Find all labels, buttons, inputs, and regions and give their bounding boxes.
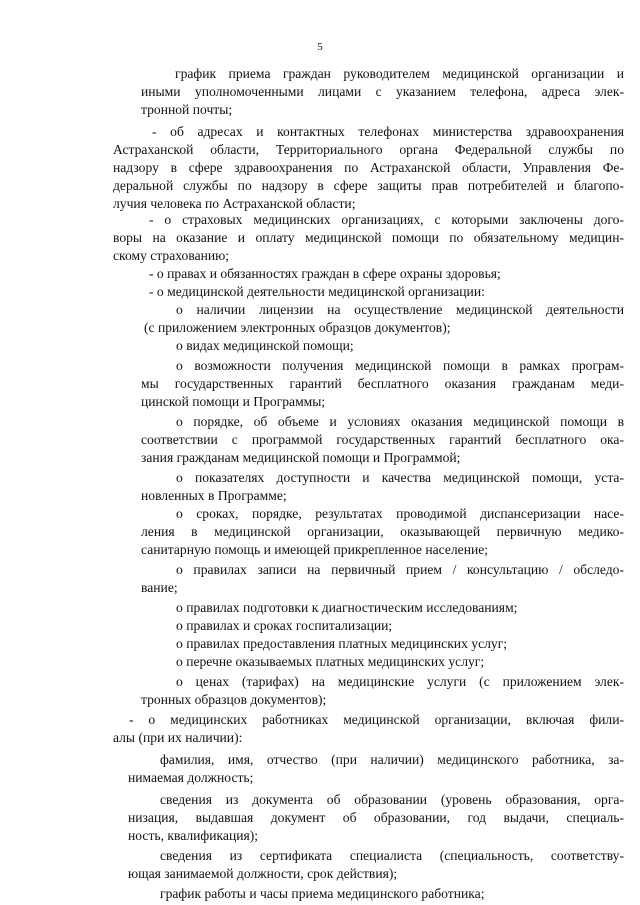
text-line: - о медицинских работниках медицинской организации, включая фили- (129, 712, 624, 727)
text-line: надзору в сфере здравоохранения по Астраханской области, Управления Фе- (113, 160, 624, 175)
text-line: нимаемая должность; (128, 770, 254, 785)
text-line: - о правах и обязанностях граждан в сфере охраны здоровья; (149, 266, 501, 281)
text-line: о порядке, об объеме и условиях оказания медицинской помощи в (176, 414, 624, 429)
text-line: санитарную помощь и имеющей прикрепленное население; (141, 542, 489, 557)
text-line: о показателях доступности и качества медицинской помощи, уста- (176, 470, 624, 485)
text-line: низация, выдавшая документ об образовании, год выдачи, специаль- (128, 810, 624, 825)
text-line: воры на оказание и оплату медицинской помощи по обязательному медицин- (113, 230, 624, 245)
text-line: ность, квалификация); (128, 828, 259, 843)
text-line: - о страховых медицинских организациях, с которыми заключены дого- (149, 212, 624, 227)
text-line: тронной почты; (141, 102, 233, 117)
text-line: скому страхованию; (113, 248, 230, 263)
text-line: алы (при их наличии): (113, 730, 243, 745)
text-line: Астраханской области, Территориального органа Федеральной службы по (113, 142, 624, 157)
text-line: о правилах записи на первичный прием / консультацию / обследо- (176, 562, 624, 577)
text-line: о ценах (тарифах) на медицинские услуги (с приложением элек- (176, 674, 624, 689)
text-line: вание; (141, 580, 178, 595)
text-line: график приема граждан руководителем медицинской организации и (175, 66, 624, 81)
text-line: цинской помощи и Программы; (141, 394, 326, 409)
text-line: о перечне оказываемых платных медицинских услуг; (176, 654, 485, 669)
text-line: новленных в Программе; (141, 488, 287, 503)
text-line: о правилах подготовки к диагностическим исследованиям; (176, 600, 518, 615)
text-line: о сроках, порядке, результатах проводимой диспансеризации насе- (176, 506, 624, 521)
text-line: - о медицинской деятельности медицинской организации: (149, 284, 485, 299)
text-line: сведения из документа об образовании (уровень образования, орга- (160, 792, 624, 807)
text-line: ления в медицинской организации, оказывающей первичную медико- (141, 524, 624, 539)
page-number: 5 (317, 41, 323, 53)
text-line: (с приложением электронных образцов документов); (144, 320, 451, 335)
text-line: деральной службы по надзору в сфере защиты прав потребителей и благопо- (113, 178, 624, 193)
text-line: о правилах предоставления платных медицинских услуг; (176, 636, 508, 651)
text-line: сведения из сертификата специалиста (специальность, соответству- (160, 848, 624, 863)
text-line: ющая занимаемой должности, срок действия); (128, 866, 398, 881)
text-line: соответствии с программой государственных гарантий бесплатного ока- (141, 432, 624, 447)
text-line: о видах медицинской помощи; (176, 338, 354, 353)
text-line: фамилия, имя, отчество (при наличии) медицинского работника, за- (160, 752, 624, 767)
text-line: о правилах и сроках госпитализации; (176, 618, 393, 633)
text-line: график работы и часы приема медицинского работника; (160, 886, 485, 901)
text-line: о возможности получения медицинской помощи в рамках програм- (176, 358, 624, 373)
text-line: о наличии лицензии на осуществление медицинской деятельности (176, 302, 624, 317)
text-line: - об адресах и контактных телефонах министерства здравоохранения (152, 124, 624, 139)
text-line: мы государственных гарантий бесплатного оказания гражданам меди- (141, 376, 624, 391)
text-line: иными уполномоченными лицами с указанием телефона, адреса элек- (141, 84, 624, 99)
text-line: зания гражданам медицинской помощи и Программой; (141, 450, 461, 465)
text-line: тронных образцов документов); (141, 692, 327, 707)
text-line: лучия человека по Астраханской области; (113, 196, 356, 211)
